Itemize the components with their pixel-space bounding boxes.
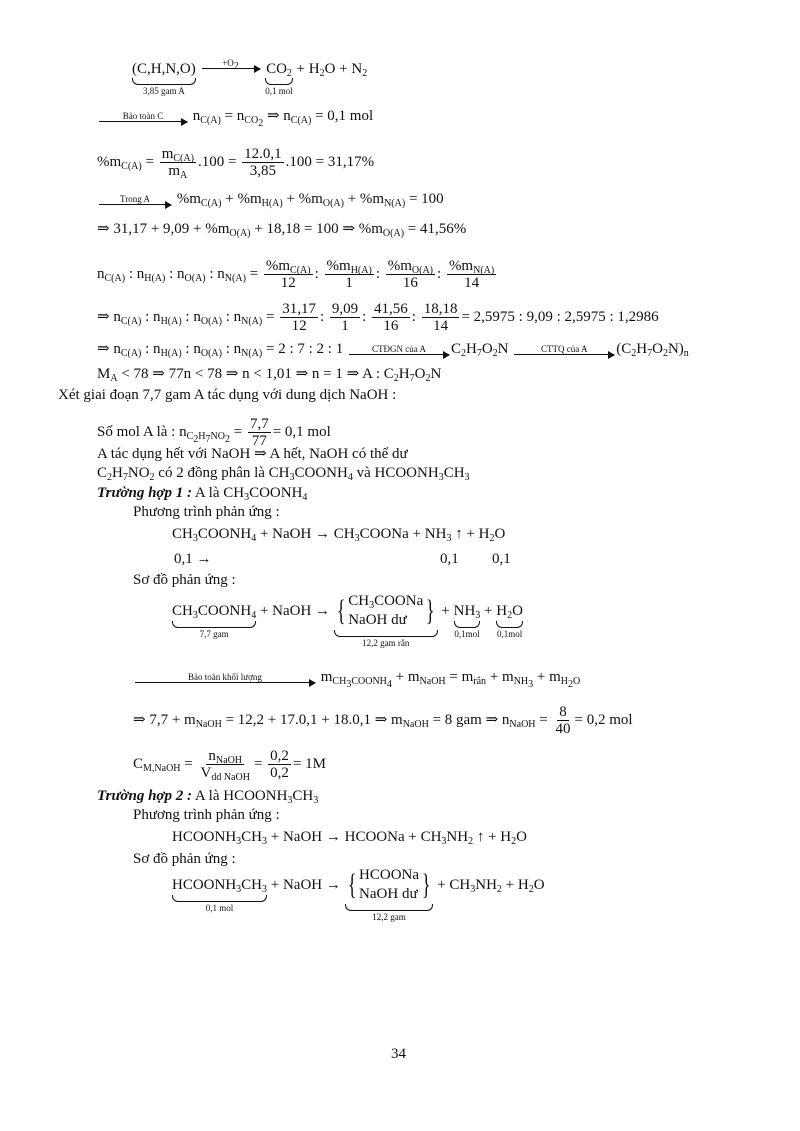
case2-eq-label: Phương trình phản ứng : <box>133 807 280 823</box>
eq-molar-mass: $M_A < 78$ ⇒ 77n < 78 ⇒ n < 1,01 ⇒ n = 1 ⇒ A : $C_2H_7O_2N$ <box>97 366 442 384</box>
eq-percent-oxygen: ⇒ $31,17 + 9,09 + \%m_{O(A)} + 18,18 = 100$ ⇒ $\%m_{O(A)} = 41,56\%$ <box>97 221 467 239</box>
case2-equation: $HCOONH_3CH_3$ + NaOH → HCOONa + $CH_3NH_2$ ↑ + $H_2O$ <box>172 829 527 847</box>
eq-moles-a: Số mol A là : $n_{C_2H_7NO_2}$ = $\frac{7,7}{77}$ = 0,1 mol <box>97 416 331 449</box>
eq-percent-carbon: $\%m_{C(A)}$ = $\frac{m_{C(A)}}{m_A}$ .100 = $\frac{12.0,1}{3,85}$ .100 = 31,17% <box>97 146 375 181</box>
eq-mass-balance: Bảo toàn khối lượng $m_{CH_3COONH_4} + m_{NaOH} = m_{rắn} + m_{NH_3} + m_{H_2O}$ <box>133 668 580 686</box>
case1-equation: $CH_3COONH_4$ + NaOH → $CH_3COONa + NH_3$ ↑ + $H_2O$ <box>172 526 506 544</box>
case2-scheme-label: Sơ đồ phản ứng : <box>133 851 236 867</box>
eq-carbon-balance: Bảo toàn C $n_{C(A)} = n_{CO_2}$ ⇒ $n_{C(A)} = 0,1$ mol <box>97 107 373 125</box>
case1-amount-a: 0,1 → <box>174 551 212 567</box>
eq-concentration: $C_{M,NaOH}$ = $\frac{n_{NaOH}}{V_{dd NaOH}}$ = $\frac{0,2}{0,2}$ = 1M <box>133 748 326 783</box>
page-number: 34 <box>391 1046 406 1062</box>
eq-combustion: (C,H,N,O) 3,85 gam A $+O_2$ $CO_2$ 0,1 mol + $H_2O + N_2$ <box>132 58 368 96</box>
eq-percent-sum: Trong A $\%m_{C(A)} + \%m_{H(A)} + \%m_{O(A)} + \%m_{N(A)} = 100$ <box>97 190 444 208</box>
case1-amount-h2o: 0,1 <box>492 551 511 567</box>
eq-mole-ratio: $n_{C(A)}$ : $n_{H(A)}$ : $n_{O(A)}$ : $n_{N(A)}$ = $\frac{\%m_{C(A)}}{12}$ : $\frac{\%m_{H(A)}}{1}$ : $\frac{\%m_{O(A)}}{16}$ : $\frac{\%m_{N(A)}}{14}$ <box>97 258 495 291</box>
section-intro: Xét giai đoạn 7,7 gam A tác dụng với dung dịch NaOH : <box>58 387 397 403</box>
case2-scheme: $HCOONH_3CH_3$ 0,1 mol + NaOH → { HCOONa NaOH dư } 12,2 gam + $CH_3NH_2 + H_2O$ <box>172 867 545 922</box>
eq-mole-ratio-values: ⇒ $n_{C(A)}$ : $n_{H(A)}$ : $n_{O(A)}$ : $n_{N(A)}$ = $\frac{31,17}{12}$ : $\frac{9,09}{1}$ : $\frac{41,56}{16}$ : $\frac{18,18}{14}$ = 2,5975 : 9,09 : 2,5975 : 1,2986 <box>97 301 659 334</box>
eq-naoh-calc: ⇒ $7,7 + m_{NaOH} = 12,2 + 17.0,1 + 18.0,1$ ⇒ $m_{NaOH} = 8$ gam ⇒ $n_{NaOH}$ = $\frac{8}{40}$ = 0,2 mol <box>133 704 633 737</box>
text-isomers: $C_2H_7NO_2$ có 2 đồng phân là $CH_3COONH_4$ và $HCOONH_3CH_3$ <box>97 465 470 483</box>
text-excess: A tác dụng hết với NaOH ⇒ A hết, NaOH có thể dư <box>97 446 408 462</box>
eq-formula: ⇒ $n_{C(A)}$ : $n_{H(A)}$ : $n_{O(A)}$ : $n_{N(A)} = 2$ : 7 : 2 : 1 CTĐGN của A $C_2H_7O_2N$ CTTQ của A $(C_2H_7O_2N)_n$ <box>97 341 689 359</box>
case1-heading: Trường hợp 1 : A là $CH_3COONH_4$ <box>97 485 308 503</box>
case1-scheme: $CH_3COONH_4$ 7,7 gam + NaOH → { $CH_3COONa$ NaOH dư } 12,2 gam rắn + $NH_3$ 0,1mol + $H_2O$ 0,1mol <box>172 593 523 648</box>
case1-amount-nh3: 0,1 <box>440 551 459 567</box>
case1-scheme-label: Sơ đồ phản ứng : <box>133 572 236 588</box>
case2-heading: Trường hợp 2 : A là $HCOONH_3CH_3$ <box>97 788 319 806</box>
case1-eq-label: Phương trình phản ứng : <box>133 504 280 520</box>
